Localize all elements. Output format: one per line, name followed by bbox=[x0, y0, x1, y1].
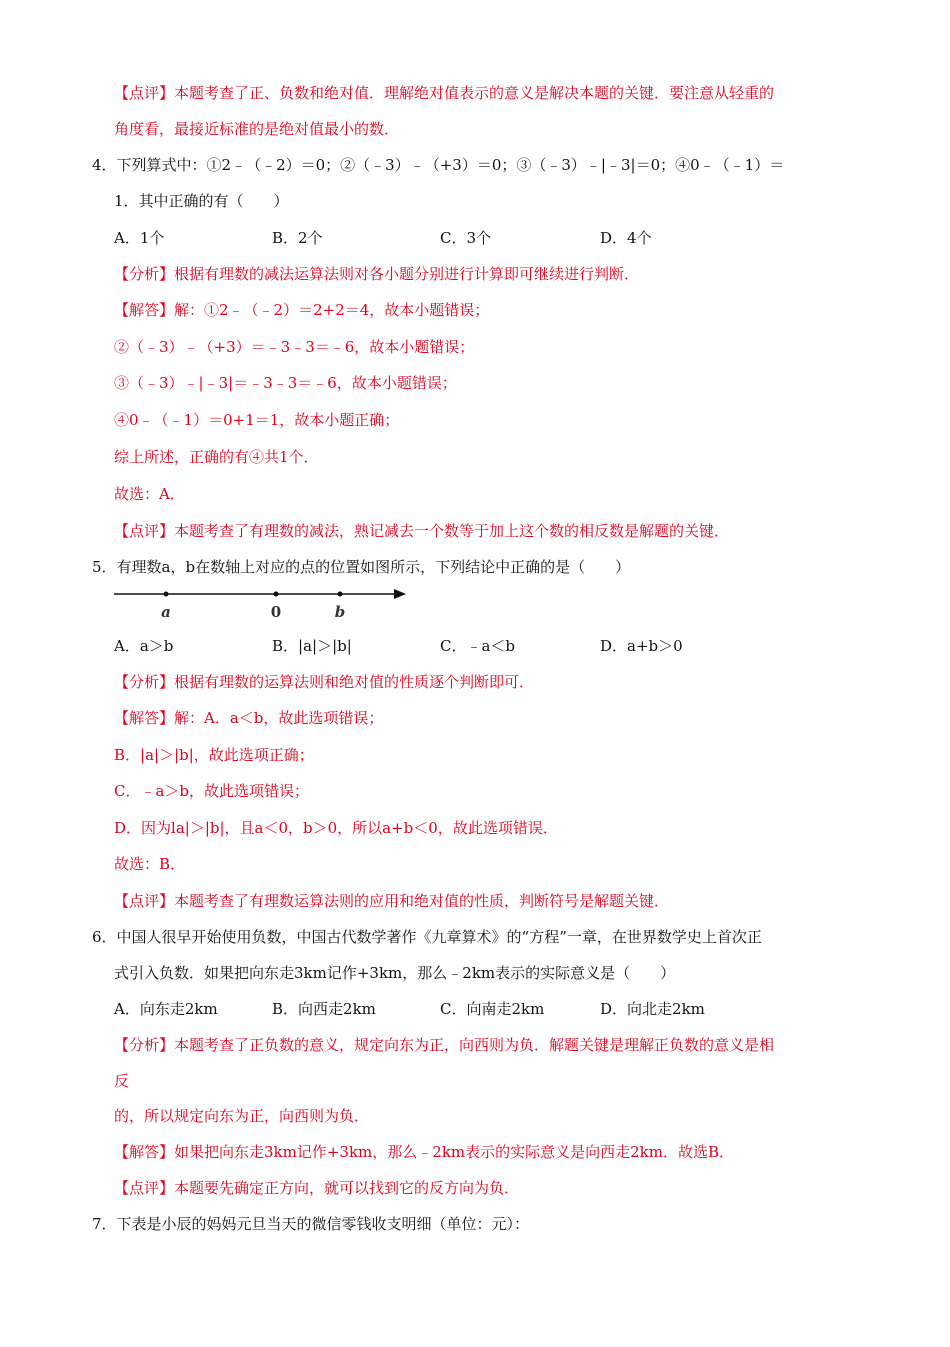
q5-option-b: B．|a|＞|b| bbox=[272, 637, 352, 655]
q4-answer-line2: ②（﹣3）﹣（+3）＝﹣3﹣3＝﹣6，故本小题错误； bbox=[114, 338, 475, 356]
q4-answer-line4: ④0﹣（﹣1）＝0+1＝1，故本小题正确； bbox=[114, 411, 400, 429]
q5-answer-line2: B．|a|＞|b|，故此选项正确； bbox=[114, 746, 314, 764]
q4-option-a: A．1个 bbox=[114, 229, 165, 247]
q6-analysis-line3: 的，所以规定向东为正，向西则为负． bbox=[114, 1107, 370, 1125]
q4-option-d: D．4个 bbox=[600, 229, 652, 247]
q4-answer-line5: 综上所述，正确的有④共1个． bbox=[114, 448, 319, 466]
number-line-arrow bbox=[394, 589, 406, 599]
q5-comment: 【点评】本题考查了有理数运算法则的应用和绝对值的性质，判断符号是解题关键． bbox=[114, 892, 670, 910]
q3-comment-line2: 角度看，最接近标准的是绝对值最小的数． bbox=[114, 120, 400, 138]
q6-comment: 【点评】本题要先确定正方向，就可以找到它的反方向为负． bbox=[114, 1179, 520, 1197]
q3-comment-line1: 【点评】本题考查了正、负数和绝对值．理解绝对值表示的意义是解决本题的关键．要注意从轻重的 bbox=[114, 84, 775, 102]
q5-option-a: A．a＞b bbox=[114, 637, 174, 655]
q5-option-c: C．﹣a＜b bbox=[440, 637, 516, 655]
number-line-figure bbox=[114, 586, 414, 626]
q7-stem: 7．下表是小辰的妈妈元旦当天的微信零钱收支明细（单位：元）： bbox=[92, 1215, 530, 1233]
q6-option-c: C．向南走2km bbox=[440, 1000, 545, 1018]
q5-answer-line4: D．因为la|＞|b|，且a＜0，b＞0，所以a+b＜0，故此选项错误． bbox=[114, 819, 558, 837]
q4-option-c: C．3个 bbox=[440, 229, 492, 247]
q5-answer-line3: C．﹣a＞b，故此选项错误； bbox=[114, 782, 310, 800]
q6-stem-line2: 式引入负数．如果把向东走3km记作+3km，那么﹣2km表示的实际意义是（ ） bbox=[114, 964, 676, 982]
point-a bbox=[164, 592, 169, 597]
label-a: a bbox=[161, 603, 171, 621]
point-b bbox=[338, 592, 343, 597]
q4-stem-line2: 1．其中正确的有（ ） bbox=[114, 192, 289, 210]
q4-answer-line1: 【解答】解：①2﹣（﹣2）＝2+2＝4，故本小题错误； bbox=[114, 301, 490, 319]
q4-stem-line1: 4．下列算式中：①2﹣（﹣2）＝0；②（﹣3）﹣（+3）＝0；③（﹣3）﹣|﹣3|＝0；④0﹣（﹣1）＝ bbox=[92, 156, 785, 174]
q6-option-a: A．向东走2km bbox=[114, 1000, 218, 1018]
q4-answer-line6: 故选：A． bbox=[114, 485, 185, 503]
q6-stem-line1: 6．中国人很早开始使用负数，中国古代数学著作《九章算术》的“方程”一章，在世界数学史上首次正 bbox=[92, 928, 762, 946]
q4-comment: 【点评】本题考查了有理数的减法，熟记减去一个数等于加上这个数的相反数是解题的关键． bbox=[114, 522, 730, 540]
label-b: b bbox=[334, 603, 346, 621]
q5-answer-line5: 故选：B． bbox=[114, 855, 186, 873]
q5-stem: 5．有理数a，b在数轴上对应的点的位置如图所示，下列结论中正确的是（ ） bbox=[92, 558, 631, 576]
q4-analysis: 【分析】根据有理数的减法运算法则对各小题分别进行计算即可继续进行判断． bbox=[114, 265, 640, 283]
q6-option-b: B．向西走2km bbox=[272, 1000, 376, 1018]
q6-analysis-line2: 反 bbox=[114, 1072, 130, 1090]
q5-answer-line1: 【解答】解：A．a＜b，故此选项错误； bbox=[114, 709, 384, 727]
q5-analysis: 【分析】根据有理数的运算法则和绝对值的性质逐个判断即可． bbox=[114, 673, 535, 691]
q5-option-d: D．a+b＞0 bbox=[600, 637, 683, 655]
q4-answer-line3: ③（﹣3）﹣|﹣3|＝﹣3﹣3＝﹣6，故本小题错误； bbox=[114, 374, 457, 392]
point-zero bbox=[274, 592, 279, 597]
label-zero: 0 bbox=[270, 603, 282, 621]
q6-option-d: D．向北走2km bbox=[600, 1000, 705, 1018]
q4-option-b: B．2个 bbox=[272, 229, 323, 247]
q6-analysis-line1: 【分析】本题考查了正负数的意义，规定向东为正，向西则为负．解题关键是理解正负数的意义是相 bbox=[114, 1036, 775, 1054]
q6-answer: 【解答】如果把向东走3km记作+3km，那么﹣2km表示的实际意义是向西走2km．故选B． bbox=[114, 1143, 735, 1161]
